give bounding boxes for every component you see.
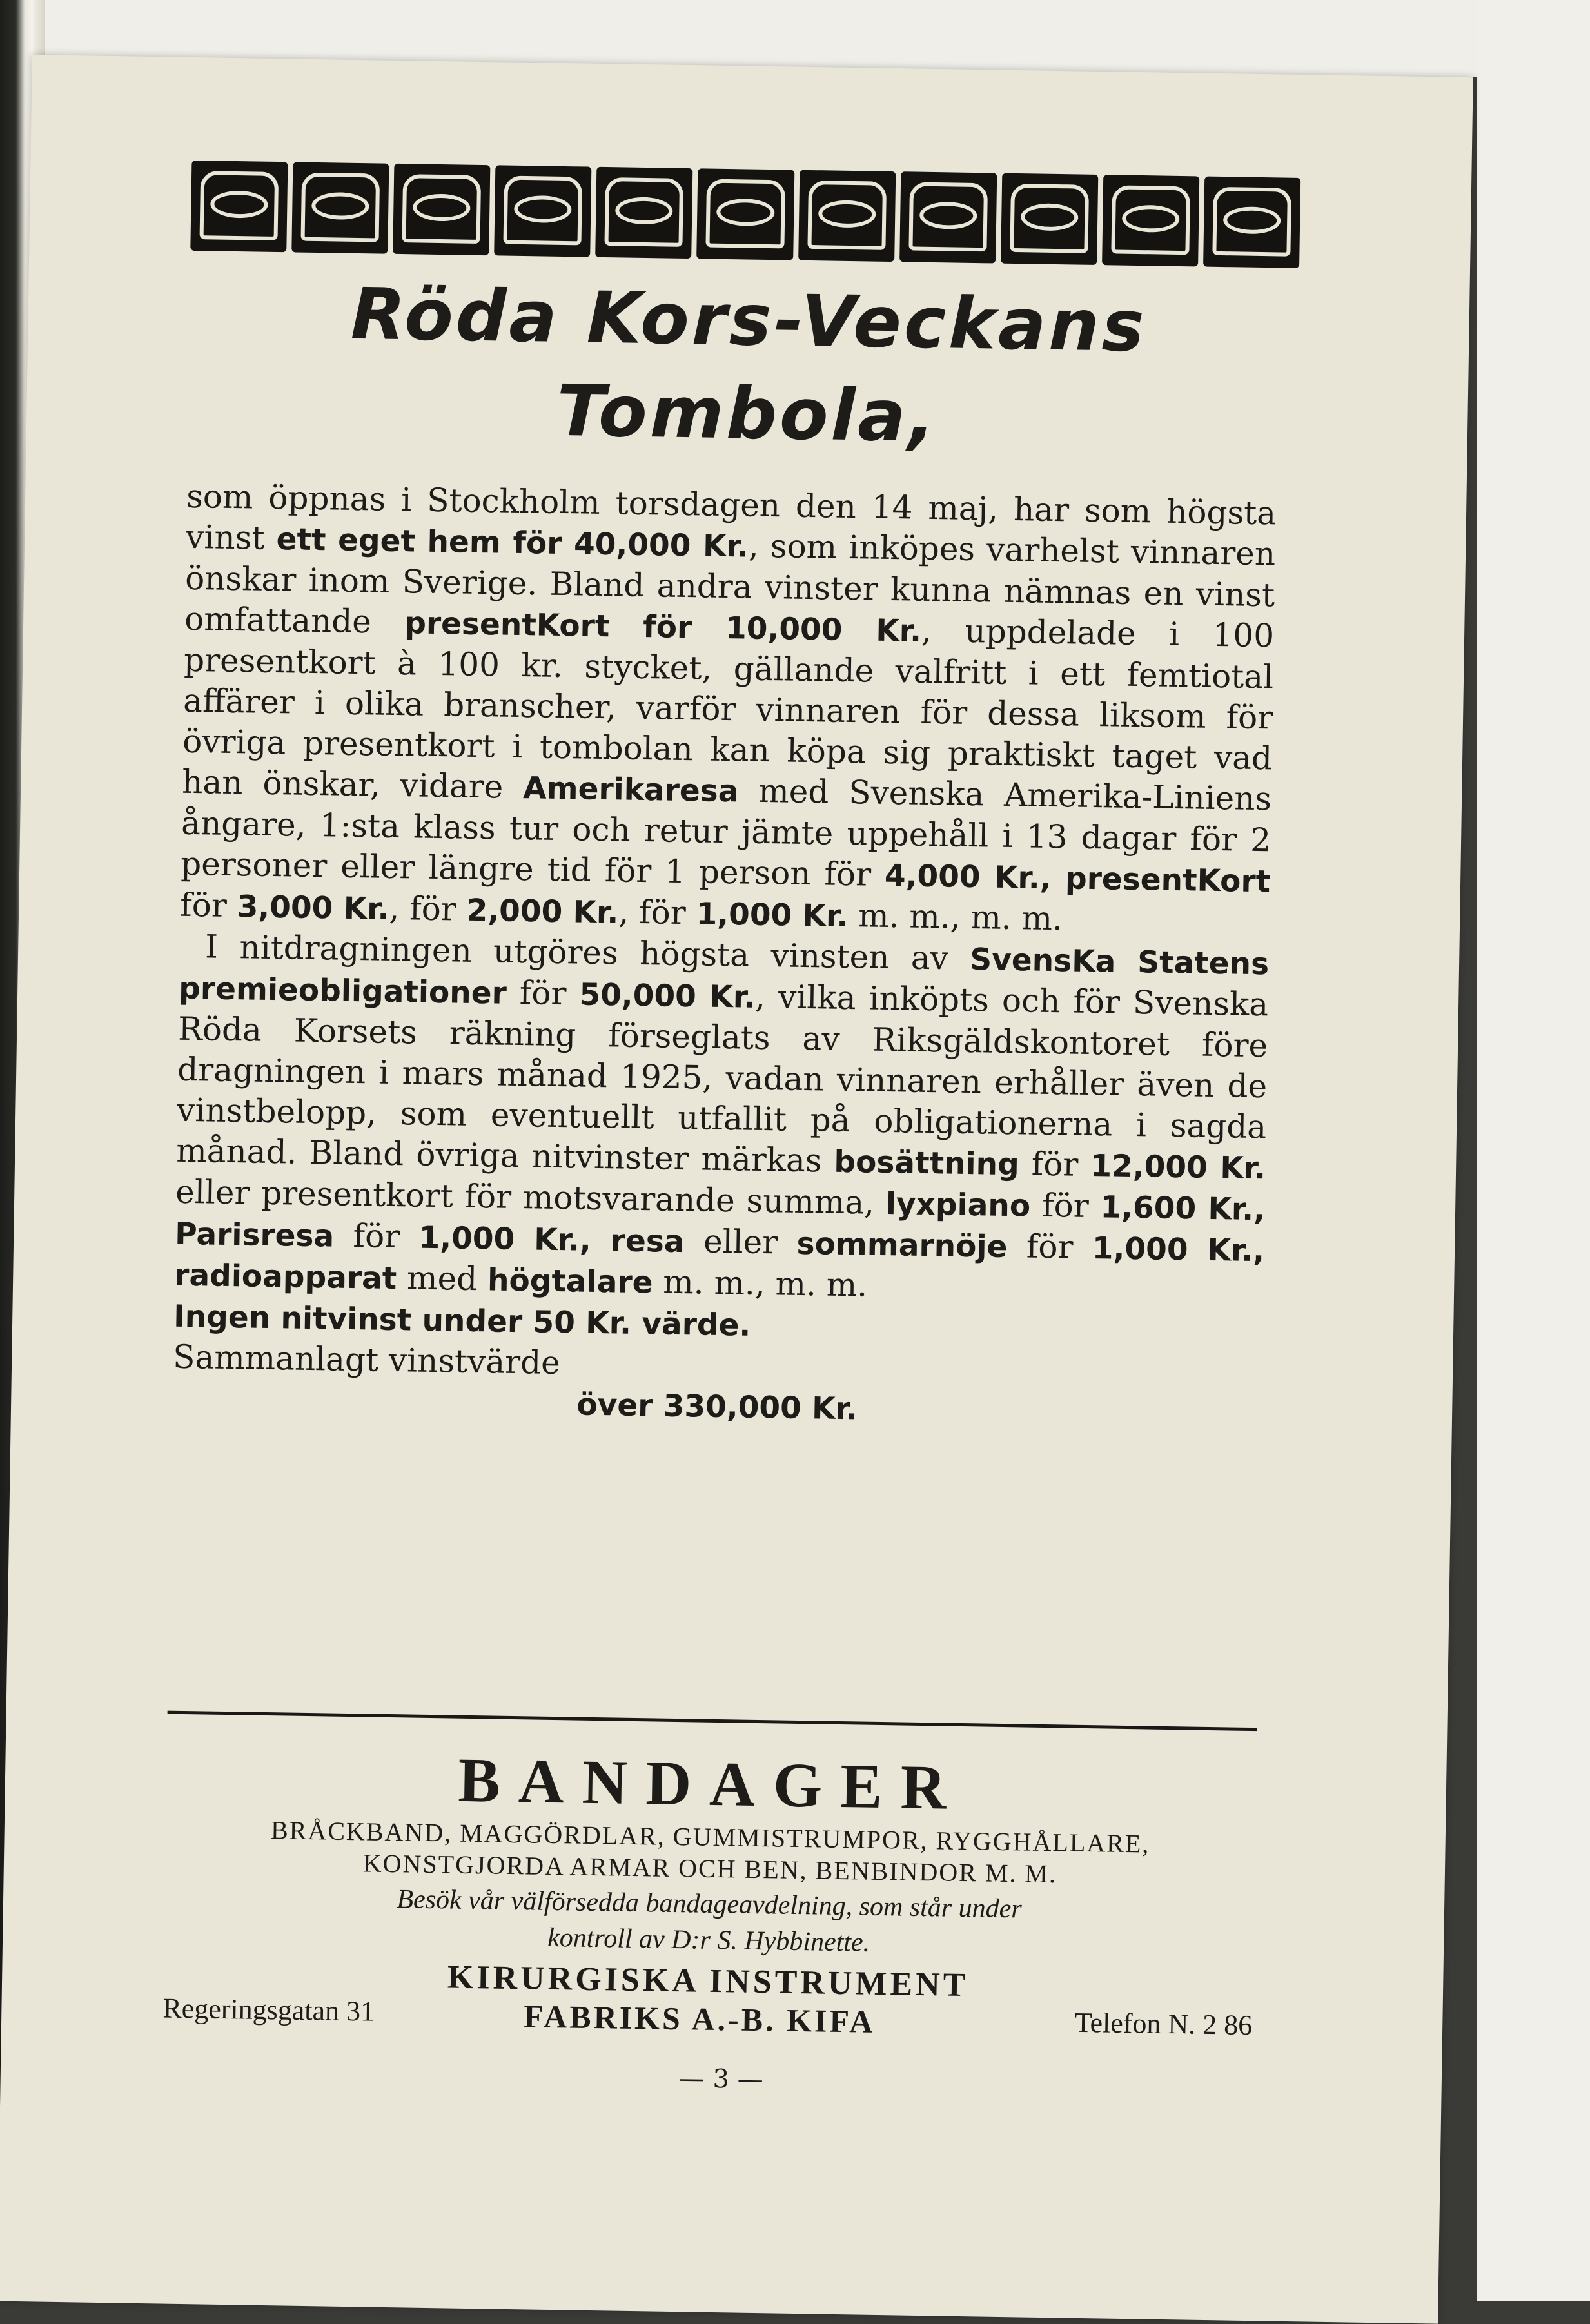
text-run: för	[179, 886, 238, 925]
bold-text-run: högtalare	[487, 1262, 653, 1301]
divider-rule	[168, 1711, 1257, 1732]
bold-text-run: 12,000 Kr.	[1090, 1147, 1266, 1187]
text-run: , för	[618, 893, 697, 932]
bold-text-run: Amerikaresa	[522, 770, 739, 810]
bold-text-run: SvensKa Statens premieobligationer	[178, 942, 1270, 1011]
bold-text-run: 2,000 Kr.	[466, 892, 619, 931]
ad-brand: BANDAGER	[457, 1745, 965, 1824]
text-run: eller presentkort för motsvarande summa,	[175, 1173, 887, 1222]
bold-text-run: bosättning	[834, 1144, 1020, 1183]
text-run: med	[396, 1259, 488, 1298]
text-run: som öppnas i Stockholm torsdagen den 14 maj, har som högsta vinst	[185, 477, 1277, 558]
ornament-tile	[697, 168, 794, 260]
ornament-tile	[1102, 175, 1199, 266]
text-run: med Svenska Amerika-Liniens ångare, 1:sta klass tur och retur jämte uppehåll i 13 dagar för 2 personer eller längre tid för 1 person för	[180, 772, 1272, 893]
text-run: , vilka inköpts och för Svenska Röda Korsets räkning förseglats av Riksgäldskontoret före dragningen i mars månad 1925, vadan vinnaren erhåller även de vinstbelopp, som eventuellt utfallit på obligationerna i sagda månad. Bland övriga nitvinster märkas	[175, 977, 1269, 1180]
article-body	[172, 476, 1277, 1436]
ornament-tile	[1203, 177, 1300, 268]
ad-note-line-1: Besök vår välförsedda bandageavdelning, som står under	[397, 1884, 1023, 1924]
ad-instruments: KIRURGISKA INSTRUMENT	[447, 1958, 969, 2004]
bold-text-run: 50,000 Kr.	[579, 977, 756, 1015]
paragraph-tombola	[180, 476, 1277, 943]
ad-company: FABRIKS A.-B. KIFA	[523, 1998, 876, 2040]
total-value: över 330,000 Kr.	[576, 1387, 858, 1427]
bold-text-run: 1,600 Kr., Parisresa	[174, 1189, 1266, 1255]
ornament-tile	[190, 161, 288, 252]
text-run: , som inköpes varhelst vinnaren önskar inom Sverige. Bland andra vinster kunna nämnas en vinst omfattande	[184, 527, 1276, 641]
text-run: för	[1006, 1227, 1093, 1267]
ornament-tile	[393, 164, 490, 255]
ornament-tile	[798, 170, 896, 262]
ornament-tile	[494, 165, 591, 257]
bold-text-run: 1,000 Kr.	[696, 896, 849, 935]
bold-text-run: 1,000 Kr., radioapparat	[173, 1231, 1265, 1297]
text-run: för	[333, 1216, 420, 1256]
ad-phone: Telefon N. 2 86	[1074, 2006, 1253, 2042]
paragraph-nitdragning	[174, 926, 1270, 1313]
document-page	[0, 55, 1473, 2324]
page-number: — 3 —	[678, 2064, 764, 2095]
ornament-tile	[291, 162, 389, 253]
text-run: för	[1019, 1145, 1091, 1184]
ad-address: Regeringsgatan 31	[162, 1992, 375, 2027]
text-run: för	[1030, 1186, 1101, 1225]
headline-line-2: Tombola,	[556, 369, 939, 458]
bold-text-run: 4,000 Kr., presentKort	[884, 857, 1271, 900]
total-label: Sammanlagt vinstvärde	[172, 1338, 561, 1382]
text-run: m. m., m. m.	[653, 1263, 868, 1304]
bold-text-run: presentKort för 10,000 Kr.	[404, 605, 922, 649]
bold-text-run: lyxpiano	[885, 1186, 1031, 1224]
ad-products-line-2: KONSTGJORDA ARMAR OCH BEN, BENBINDOR M. M.	[362, 1848, 1057, 1889]
no-blank-note: Ingen nitvinst under 50 Kr. värde.	[173, 1298, 751, 1343]
advertisement	[162, 1740, 1257, 2054]
background-right	[1477, 0, 1590, 2301]
ad-products-line-1: BRÅCKBAND, MAGGÖRDLAR, GUMMISTRUMPOR, RYGGHÅLLARE,	[270, 1815, 1150, 1859]
text-run: I nitdragningen utgöres högsta vinsten av	[204, 928, 970, 978]
ornament-tile	[899, 171, 997, 263]
ornamental-border	[190, 161, 1300, 268]
ornament-tile	[596, 167, 693, 259]
bold-text-run: 1,000 Kr., resa	[418, 1220, 685, 1260]
headline-line-1: Röda Kors-Veckans	[350, 272, 1148, 368]
ornament-tile	[1001, 173, 1098, 265]
ad-note-line-2: kontroll av D:r S. Hybbinette.	[547, 1922, 870, 1958]
text-run: , uppdelade i 100 presentkort à 100 kr. stycket, gällande valfritt i ett femtiotal affärer i olika branscher, varför vinnaren för dessa liksom för övriga presentkort i tombolan kan köpa sig praktiskt taget vad han önskar, vidare	[181, 611, 1275, 806]
bold-text-run: sommarnöje	[796, 1225, 1008, 1265]
text-run: m. m., m. m.	[847, 897, 1063, 938]
text-run: för	[506, 973, 580, 1013]
text-run: eller	[684, 1222, 798, 1262]
bold-text-run: ett eget hem för 40,000 Kr.	[276, 522, 749, 565]
bold-text-run: 3,000 Kr.	[237, 889, 389, 927]
text-run: , för	[389, 889, 467, 928]
